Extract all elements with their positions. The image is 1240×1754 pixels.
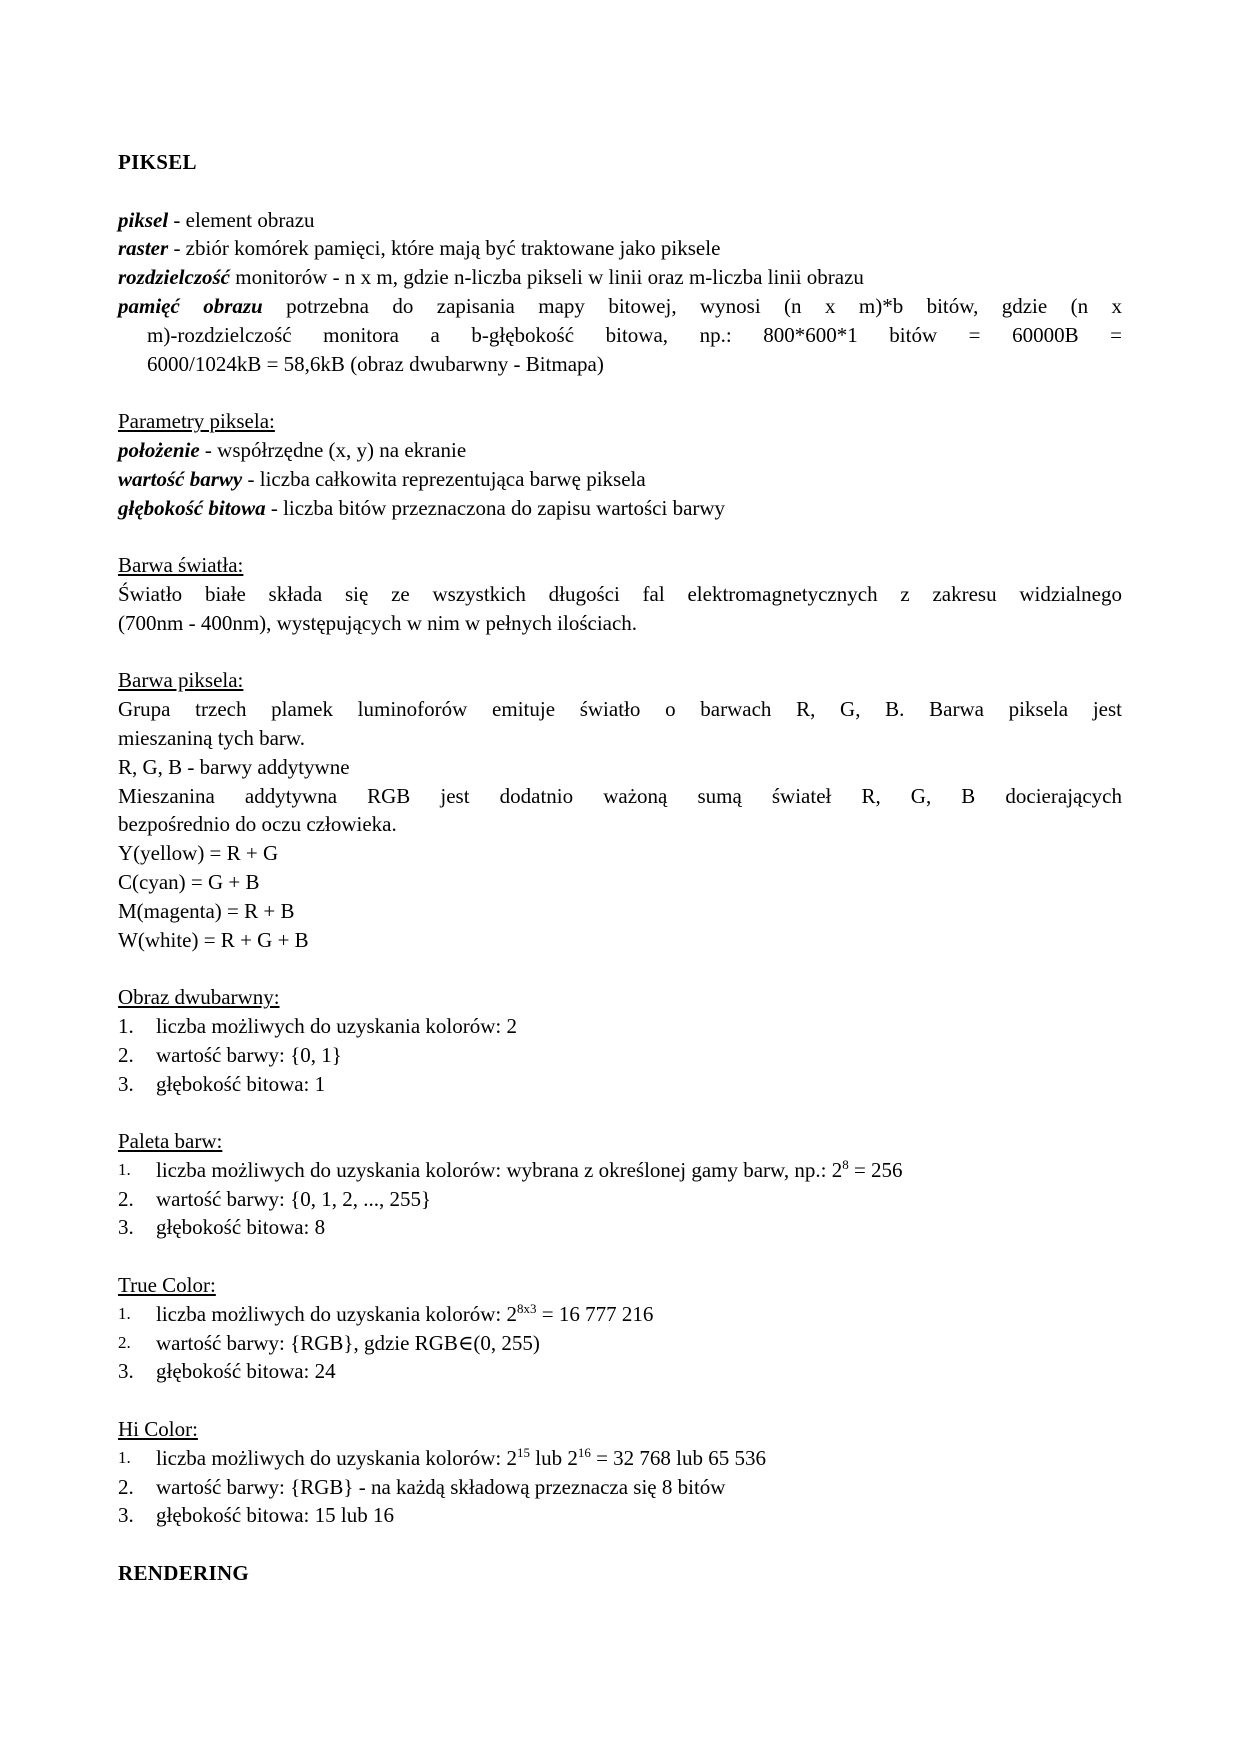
list-item <box>118 1329 1122 1358</box>
list-text: wartość barwy: {0, 1} <box>156 1042 342 1067</box>
section-heading-piksel: PIKSEL <box>118 150 197 174</box>
list-number: 3. <box>118 1503 134 1528</box>
definition-text: monitorów - n x m, gdzie n-liczba pikseli w linii oraz m-liczba linii obrazu <box>230 265 864 290</box>
list-item <box>118 1501 1122 1530</box>
light-line-2: (700nm - 400nm), występujących w nim w pełnych ilościach. <box>118 610 638 635</box>
subheading-obraz-dwubarwny: Obraz dwubarwny: <box>118 985 280 1010</box>
list-item <box>118 1213 1122 1242</box>
term: raster <box>118 236 169 261</box>
list-item <box>118 1070 1122 1099</box>
definition-raster <box>118 234 1122 263</box>
list-text: głębokość bitowa: 15 lub 16 <box>156 1503 394 1528</box>
list-number: 3. <box>118 1071 134 1096</box>
definition-text: - zbiór komórek pamięci, które mają być traktowane jako piksele <box>168 236 721 261</box>
list-text-tail: = 256 <box>848 1157 903 1182</box>
list-text: wartość barwy: {0, 1, 2, ..., 255} <box>156 1186 432 1211</box>
list-item <box>118 1444 1122 1473</box>
param-text: - liczba całkowita reprezentująca barwę piksela <box>242 466 646 491</box>
formula-white: W(white) = R + G + B <box>118 927 309 952</box>
definition-rozdzielczosc <box>118 263 1122 292</box>
subheading-barwa-swiatla: Barwa światła: <box>118 553 244 578</box>
term: pamięć obrazu <box>118 293 263 318</box>
list-text-main: liczba możliwych do uzyskania kolorów: 2 <box>156 1301 517 1326</box>
subheading-hi-color: Hi Color: <box>118 1417 198 1442</box>
pixel-color-line-1: Grupa trzech plamek luminoforów emituje światło o barwach R, G, B. Barwa piksela jest <box>118 697 1122 722</box>
list-text <box>156 1300 653 1329</box>
document-page <box>118 148 1122 1588</box>
list-text-main: liczba możliwych do uzyskania kolorów: wybrana z określonej gamy barw, np.: 2 <box>156 1157 843 1182</box>
list-number: 2. <box>118 1332 131 1352</box>
list-item <box>118 1473 1122 1502</box>
memory-text-1: potrzebna do zapisania mapy bitowej, wynosi (n x m)*b bitów, gdzie (n x <box>262 293 1122 318</box>
param-text: - współrzędne (x, y) na ekranie <box>199 437 467 462</box>
param-text: - liczba bitów przeznaczona do zapisu wartości barwy <box>265 495 726 520</box>
list-number: 2. <box>118 1474 134 1499</box>
list-text-main: liczba możliwych do uzyskania kolorów: 2 <box>156 1445 517 1470</box>
definition-pamiec-obrazu <box>118 292 1122 378</box>
subheading-barwa-piksela: Barwa piksela: <box>118 668 244 693</box>
list-number: 1. <box>118 1159 131 1179</box>
formula-cyan: C(cyan) = G + B <box>118 869 260 894</box>
list-item <box>118 1041 1122 1070</box>
list-text: głębokość bitowa: 24 <box>156 1359 336 1384</box>
param-glebokosc-bitowa <box>118 494 1122 523</box>
list-text-tail: = 32 768 lub 65 536 <box>590 1445 767 1470</box>
list-number: 1. <box>118 1303 131 1323</box>
list-text: wartość barwy: {RGB}, gdzie RGB∈(0, 255) <box>156 1330 540 1355</box>
list-number: 1. <box>118 1447 131 1467</box>
list-text: wartość barwy: {RGB} - na każdą składową przeznacza się 8 bitów <box>156 1474 726 1499</box>
list-item <box>118 1012 1122 1041</box>
list-text <box>156 1444 766 1473</box>
param-polozenie <box>118 436 1122 465</box>
term: głębokość bitowa <box>118 495 266 520</box>
memory-line-3: 6000/1024kB = 58,6kB (obraz dwubarwny - Bitmapa) <box>147 351 604 376</box>
list-item <box>118 1300 1122 1329</box>
pixel-color-line-3: Mieszanina addytywna RGB jest dodatnio ważoną sumą świateł R, G, B docierających <box>118 783 1122 808</box>
list-text: głębokość bitowa: 1 <box>156 1071 326 1096</box>
definition-piksel <box>118 206 1122 235</box>
exponent: 15 <box>517 1444 530 1460</box>
subheading-true-color: True Color: <box>118 1273 216 1298</box>
formula-magenta: M(magenta) = R + B <box>118 898 295 923</box>
light-line-1: Światło białe składa się ze wszystkich długości fal elektromagnetycznych z zakresu widzialnego <box>118 581 1122 606</box>
formula-yellow: Y(yellow) = R + G <box>118 841 279 866</box>
list-text: głębokość bitowa: 8 <box>156 1215 326 1240</box>
additive-colors: R, G, B - barwy addytywne <box>118 754 350 779</box>
param-wartosc-barwy <box>118 465 1122 494</box>
term: wartość barwy <box>118 466 243 491</box>
list-number: 3. <box>118 1215 134 1240</box>
subheading-parametry: Parametry piksela: <box>118 409 275 434</box>
list-item <box>118 1357 1122 1386</box>
subheading-paleta-barw: Paleta barw: <box>118 1129 223 1154</box>
exponent: 8x3 <box>517 1300 537 1316</box>
term: piksel <box>118 207 169 232</box>
exponent: 16 <box>577 1444 591 1460</box>
list-item <box>118 1156 1122 1185</box>
list-text <box>156 1156 903 1185</box>
definition-text: - element obrazu <box>168 207 315 232</box>
list-number: 1. <box>118 1013 134 1038</box>
exponent: 8 <box>842 1156 849 1172</box>
list-text-mid: lub 2 <box>530 1445 578 1470</box>
term: rozdzielczość <box>118 265 230 290</box>
list-number: 2. <box>118 1186 134 1211</box>
list-text: liczba możliwych do uzyskania kolorów: 2 <box>156 1013 517 1038</box>
list-number: 2. <box>118 1042 134 1067</box>
term: położenie <box>118 437 200 462</box>
section-heading-rendering: RENDERING <box>118 1561 250 1586</box>
pixel-color-line-2: mieszaniną tych barw. <box>118 725 305 750</box>
pixel-color-line-4: bezpośrednio do oczu człowieka. <box>118 812 397 837</box>
list-item <box>118 1185 1122 1214</box>
list-number: 3. <box>118 1359 134 1384</box>
memory-line-1 <box>118 292 1122 321</box>
list-text-tail: = 16 777 216 <box>536 1301 654 1326</box>
memory-line-2: m)-rozdzielczość monitora a b-głębokość bitowa, np.: 800*600*1 bitów = 60000B = <box>147 322 1122 347</box>
